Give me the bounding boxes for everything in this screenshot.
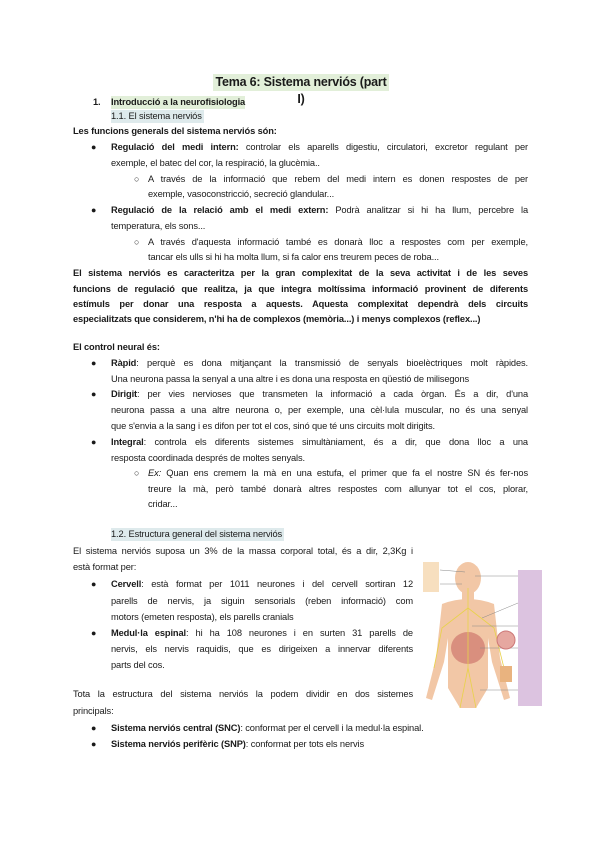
bullet-icon: ● xyxy=(91,358,97,368)
text-line xyxy=(73,561,413,574)
heading-1-1: 1.1. El sistema nerviós xyxy=(111,111,202,121)
list-item xyxy=(91,722,528,735)
lead-term: Integral xyxy=(111,437,144,447)
lead-term: Sistema nerviós central (SNC) xyxy=(111,723,241,733)
text-line xyxy=(73,313,528,326)
text-line xyxy=(111,404,528,417)
heading-1: Introducció a la neurofisiologia xyxy=(111,97,246,107)
lead-term: Ex: xyxy=(148,468,162,478)
line-text: : hi ha 108 neurones i en surten 31 parells de xyxy=(186,628,413,638)
list-item xyxy=(134,173,528,186)
line-text: controlar els aparells digestiu, circulatori, excretor regulant per xyxy=(238,142,528,152)
lead-term: Medul·la espinal xyxy=(111,628,186,638)
list-item xyxy=(91,388,528,401)
line-text: funcions de regulació que realitza, ja que integra moltíssima informació provinent de diferents xyxy=(73,284,528,294)
list-item xyxy=(91,141,528,154)
text-line xyxy=(148,498,528,511)
line-text: : per vies nervioses que transmeten la informació a cada òrgan. És a dir, d'una xyxy=(137,389,528,399)
text-line xyxy=(73,688,413,701)
list-item xyxy=(91,578,413,591)
line-text: A través de la informació que rebem del medi intern es donen respostes de per xyxy=(148,174,528,184)
line-text: especialitzats que considerem, n'hi ha de complexos (memòria...) i menys complexos (reflex...) xyxy=(73,314,481,324)
text-line xyxy=(73,705,413,718)
nerve-cross-section xyxy=(497,631,515,649)
line-text: està format per: xyxy=(73,562,137,572)
text-line xyxy=(111,659,413,672)
line-text: El control neural és: xyxy=(73,342,160,352)
figure-right-label-column xyxy=(518,570,542,706)
line-text: Una neurona passa la senyal a una altre i es dona una resposta en qüestió de milisegons xyxy=(111,374,470,384)
bullet-icon: ● xyxy=(91,579,97,589)
bullet-icon: ● xyxy=(91,739,97,749)
lead-term: Regulació de la relació amb el medi extern: xyxy=(111,205,329,215)
line-text: motors (emeten resposta), els parells cranials xyxy=(111,612,294,622)
heading-1-number: 1. xyxy=(93,97,101,107)
heading-1-2: 1.2. Estructura general del sistema nerviós xyxy=(111,529,283,539)
line-text: exemple, el batec del cor, la respiració, la glucèmia.. xyxy=(111,158,320,168)
text-line xyxy=(111,595,413,608)
bullet-icon: ● xyxy=(91,205,97,215)
lead-term: Cervell xyxy=(111,579,142,589)
bullet-icon: ● xyxy=(91,723,97,733)
line-text: : controla els diferents sistemes simultàniament, és a dir, que dona lloc a una xyxy=(143,437,528,447)
line-text: El sistema nerviós es caracteritza per la gran complexitat de la seva activitat i de les seves xyxy=(73,268,528,278)
text-line xyxy=(148,251,528,264)
lead-term: Sistema nerviós perifèric (SNP) xyxy=(111,739,246,749)
line-text: El sistema nerviós suposa un 3% de la massa corporal total, és a dir, 2,3Kg i xyxy=(73,546,413,556)
nervous-system-figure xyxy=(420,558,542,708)
text-line xyxy=(111,611,413,624)
page-title: Tema 6: Sistema nerviós (part I) xyxy=(213,74,389,91)
text-line xyxy=(73,545,413,558)
list-item xyxy=(91,627,413,640)
list-item xyxy=(91,357,528,370)
text-line xyxy=(73,341,528,354)
lead-term: Ràpid xyxy=(111,358,137,368)
bullet-icon: ● xyxy=(91,437,97,447)
line-text: Les funcions generals del sistema nerviós són: xyxy=(73,126,277,136)
line-text: temperatura, els sons... xyxy=(111,221,206,231)
text-line xyxy=(111,157,528,170)
bullet-icon: ● xyxy=(91,142,97,152)
line-text: Quan ens cremem la mà en una estufa, el primer que fa el nostre SN és fer-nos xyxy=(161,468,528,478)
list-item xyxy=(91,738,528,751)
bullet-icon: ● xyxy=(91,628,97,638)
list-item xyxy=(91,204,528,217)
line-text: nervis, els nervis raquidis, que es dirigeixen a innervar diferents xyxy=(111,644,413,654)
circle-bullet-icon: ○ xyxy=(134,468,140,478)
circle-bullet-icon: ○ xyxy=(134,237,140,247)
list-item xyxy=(134,236,528,249)
text-line xyxy=(148,188,528,201)
line-text: parells de nervis, ja siguin sensorials (reben informació) com xyxy=(111,596,413,606)
figure-left-label-box xyxy=(423,562,439,592)
text-line xyxy=(148,483,528,496)
line-text: : conformat per tots els nervis xyxy=(245,739,364,749)
line-text: cridar... xyxy=(148,499,178,509)
line-text: tancar els ulls si hi ha molta llum, si fa calor ens treurem peces de roba... xyxy=(148,252,439,262)
text-line xyxy=(111,643,413,656)
bullet-icon: ● xyxy=(91,389,97,399)
text-line xyxy=(111,220,528,233)
line-text: exemple, vasoconstricció, secreció glandular... xyxy=(148,189,335,199)
text-line xyxy=(73,267,528,280)
line-text: parts del cos. xyxy=(111,660,165,670)
text-line xyxy=(111,420,528,433)
circle-bullet-icon: ○ xyxy=(134,174,140,184)
line-text: : perquè es dona mitjançant la transmissió de senyals bioelèctriques molt ràpides. xyxy=(136,358,528,368)
lead-term: Regulació del medi intern: xyxy=(111,142,239,152)
line-text: : està format per 1011 neurones i del cervell sortiran 12 xyxy=(141,579,413,589)
skin-detail xyxy=(500,666,512,682)
line-text: resposta coordinada després de moltes senyals. xyxy=(111,453,305,463)
list-item xyxy=(134,467,528,480)
line-text: : conformat per el cervell i la medul·la espinal. xyxy=(240,723,424,733)
line-text: que s'envia a la sang i es difon per tot el cos, sinó que té uns circuits molt dirigits. xyxy=(111,421,436,431)
line-text: treure la mà, però també donarà altres respostes com allunyar tot el cos, plorar, xyxy=(148,484,528,494)
text-line xyxy=(73,283,528,296)
list-item xyxy=(91,436,528,449)
line-text: Tota la estructura del sistema nerviós la podem dividir en dos sistemes xyxy=(73,689,413,699)
line-text: principals: xyxy=(73,706,114,716)
line-text: estímuls per donar una resposta a aquests. Aquesta complexitat dependrà dels circuits xyxy=(73,299,528,309)
text-line xyxy=(111,452,528,465)
line-text: Podrà analitzar si hi ha llum, percebre la xyxy=(328,205,528,215)
text-line xyxy=(73,125,528,138)
lead-term: Dirigit xyxy=(111,389,138,399)
text-line xyxy=(73,298,528,311)
text-line xyxy=(111,373,528,386)
line-text: A través d'aquesta informació també es donarà lloc a respostes com per exemple, xyxy=(148,237,528,247)
line-text: neurona passa a una altre neurona o, per exemple, una cèl·lula muscular, no és una senyal xyxy=(111,405,528,415)
